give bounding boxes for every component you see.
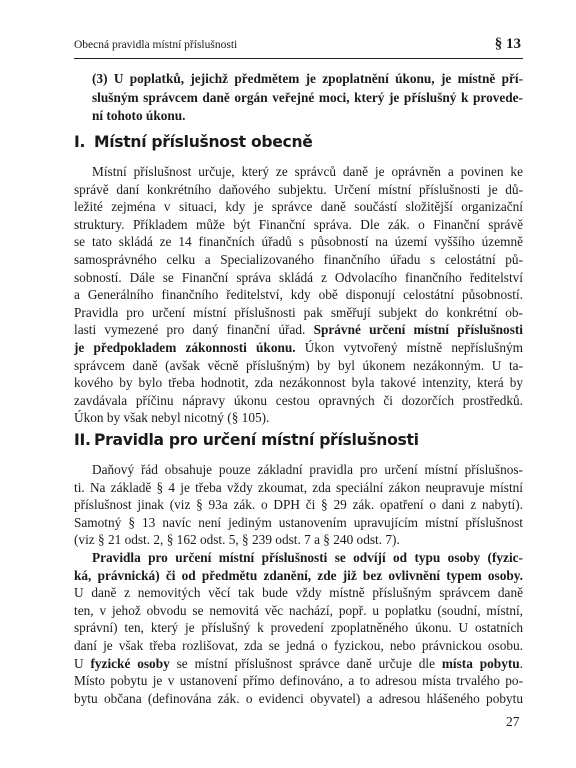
section-title: Místní příslušnost obecně xyxy=(94,133,313,151)
text-line: (3) U poplatků, jejichž předmětem je zpoplatnění úkonu, je místně pří- xyxy=(92,71,523,86)
text-line xyxy=(74,339,523,357)
text-line: Místní příslušnost určuje, který ze správců daně je oprávněn a povinen ke xyxy=(92,164,523,179)
emphasis-text: Správné určení místní příslušnosti xyxy=(313,322,523,338)
text-line: bytu občana (definována zák. o evidenci obyvatel) a adresou hlášeného pobytu xyxy=(74,690,523,706)
paragraph-3-bold xyxy=(92,70,523,126)
text-line xyxy=(74,321,523,339)
text-run: Úkon vytvořený místně nepříslušným xyxy=(295,339,523,355)
text-line: Pravidla pro určení místní příslušnosti pak směřují subjekt do konkrétní ob- xyxy=(74,304,523,320)
text-line: Samotný § 13 navíc není jediným ustanovením upravujícím místní příslušnost xyxy=(74,514,523,530)
text-line: Místo pobytu je v ustanovení přímo definováno, a to adresou místa trvalého po- xyxy=(74,673,523,689)
text-line: (viz § 21 odst. 2, § 162 odst. 5, § 239 odst. 7 a § 240 odst. 7). xyxy=(74,532,400,548)
text-line: správcem daně (avšak věcně příslušným) by byl úkonem nezákonným. U ta- xyxy=(74,357,523,373)
text-line: Úkon by však nebyl nicotný (§ 105). xyxy=(74,410,270,426)
section-number: II. xyxy=(74,431,91,449)
running-title: Obecná pravidla místní příslušnosti xyxy=(74,39,238,51)
section-title: Pravidla pro určení místní příslušnosti xyxy=(94,431,419,449)
text-line: kového by bylo třeba hodnotit, zda nezákonnost byla takové intenzity, která by xyxy=(74,375,523,391)
emphasis-text: místa pobytu xyxy=(441,655,520,671)
text-line: Daňový řád obsahuje pouze základní pravidla pro určení místní příslušnos- xyxy=(92,462,523,477)
section-number: I. xyxy=(74,133,86,151)
text-line xyxy=(74,655,523,673)
text-line: správní) ten, který je příslušný k provedení zpoplatněného úkonu. U ostatních xyxy=(74,620,523,636)
text-line: ten, v jehož obvodu se nemovitá věc nachází, popř. u poplatku (soudní, místní, xyxy=(74,602,523,618)
text-line: ležité zejména v situaci, kdy je správce daně součástí složitější organizační xyxy=(74,199,523,215)
text-run: se místní příslušnost správce daně určuje dle xyxy=(169,655,442,671)
section-heading-1 xyxy=(74,133,313,151)
text-line xyxy=(74,567,523,585)
text-line xyxy=(74,549,523,567)
text-line: se tato skládá ze 14 finančních úřadů s působností na území vyššího územně xyxy=(74,234,523,250)
text-line: sobností. Dále se Finanční správa skládá z Odvolacího finančního ředitelství xyxy=(74,269,523,285)
running-header xyxy=(74,38,523,59)
text-line: zavdávala příčinu nápravy úkonu cestou opravných či dozorčích prostředků. xyxy=(74,392,523,408)
text-run: U xyxy=(74,655,91,671)
text-line: ní tohoto úkonu. xyxy=(92,108,186,123)
text-line: ti. Na základě § 4 je třeba vždy zkoumat, zda speciální zákon neupravuje místní xyxy=(74,479,523,495)
text-line: slušným správcem daně orgán veřejné moci, který je příslušný k provede- xyxy=(92,89,523,105)
section-1-body xyxy=(74,163,523,427)
emphasis-text: Pravidla pro určení místní příslušnosti se odvíjí od typu osoby (fyzic- xyxy=(92,549,523,565)
text-run: . xyxy=(519,655,523,671)
page-number: 27 xyxy=(506,714,520,729)
text-line: samosprávného celku a Specializovaného finančního úřadu s celostátní pů- xyxy=(74,251,523,267)
text-run: lasti vymezené pro daný finanční úřad. xyxy=(74,322,314,338)
text-line: daní je však třeba rozlišovat, zda se jedná o fyzickou, nebo právnickou osobu. xyxy=(74,637,523,653)
section-heading-2 xyxy=(74,431,419,449)
text-line: struktury. Příkladem může být Finanční správa. Dle zák. o Finanční správě xyxy=(74,216,523,232)
text-line: příslušnost jinak (viz § 93a zák. o DPH či § 29 zák. opatření o dani z nabytí). xyxy=(74,497,523,513)
section-reference: § 13 xyxy=(494,36,521,52)
emphasis-text: fyzické osoby xyxy=(90,655,170,671)
emphasis-text: je předpokladem zákonnosti úkonu. xyxy=(74,339,296,355)
emphasis-text: ká, právnická) či od předmětu zdanění, zde již bez ovlivnění typem osoby. xyxy=(74,567,523,583)
section-2-body xyxy=(74,461,523,707)
text-line: a Generálního finančního ředitelství, kdy obě disponují celostátní působností. xyxy=(74,287,523,303)
text-line: U daně z nemovitých věcí tak bude vždy místně příslušným správcem daně xyxy=(74,585,523,601)
text-line: správě daní konkrétního daňového subjektu. Určení místní příslušnosti je dů- xyxy=(74,181,523,197)
